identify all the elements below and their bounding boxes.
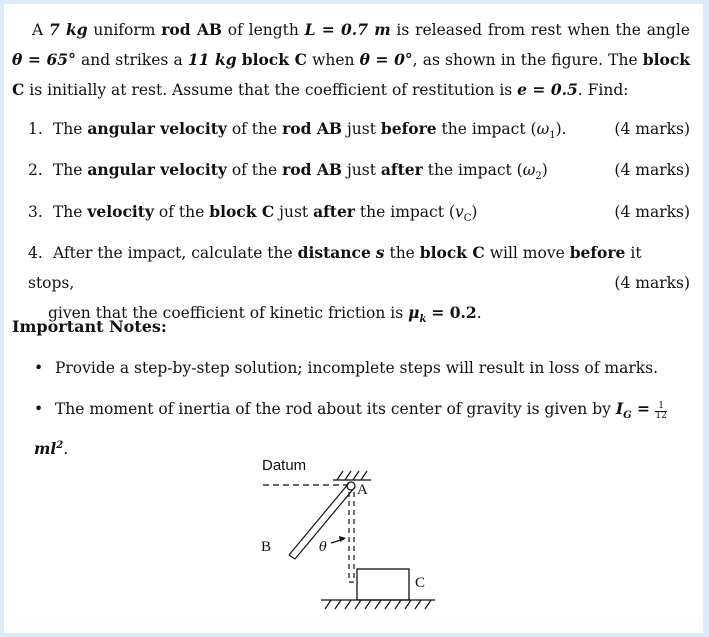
text: the impact ( [359, 203, 455, 221]
document-page [4, 4, 703, 633]
question-2 [28, 155, 690, 192]
subscript: G [623, 410, 632, 422]
subscript: k [419, 314, 427, 326]
text: is released from rest when the angle [396, 21, 690, 39]
text: The [52, 161, 83, 179]
text: just [279, 203, 309, 221]
equals: = [631, 399, 656, 418]
rod-vertical-position [349, 492, 354, 582]
label-b: B [261, 539, 272, 555]
text: The [52, 120, 83, 138]
text: ) [541, 161, 548, 179]
keyword: before [380, 119, 437, 138]
question-number: 4. [28, 244, 43, 262]
text: the [389, 244, 415, 262]
keyword: before [569, 243, 626, 262]
text: just [346, 161, 376, 179]
text: A [32, 21, 44, 39]
subscript: C [463, 213, 472, 225]
friction-value: = 0.2 [431, 303, 477, 322]
subscript: 2 [535, 171, 542, 183]
block-c-label: block C [12, 50, 691, 99]
theta-label: θ [319, 540, 327, 555]
rod-ab-label: rod AB [161, 20, 222, 39]
question-number: 1. [28, 120, 43, 138]
text: ) [471, 203, 478, 221]
ceiling-hatch [333, 471, 371, 480]
bullet-icon: • [34, 359, 44, 377]
marks-label: (4 marks) [614, 161, 690, 179]
arrow-icon [339, 536, 346, 542]
text: and strikes a [80, 51, 183, 69]
symbol: I [615, 399, 624, 418]
text: is initially at rest. Assume that the coefficient of restitution is [29, 81, 513, 99]
question-3 [28, 197, 690, 234]
impact-angle: θ = 0° [359, 50, 413, 69]
keyword: angular velocity [87, 160, 227, 179]
text: ). [555, 120, 567, 138]
symbol: ω [522, 161, 536, 179]
text: uniform [93, 21, 156, 39]
marks-label: (4 marks) [614, 203, 690, 221]
text: of length [227, 21, 299, 39]
rod-length: L = 0.7 m [304, 20, 391, 39]
block-c [357, 569, 409, 600]
rod-block-figure [249, 454, 449, 624]
text: of the [231, 120, 278, 138]
question-number: 2. [28, 161, 43, 179]
text: . [476, 304, 482, 322]
fraction [655, 402, 666, 421]
label-c: C [415, 575, 426, 591]
initial-angle: θ = 65° [12, 50, 76, 69]
problem-statement [12, 15, 690, 105]
bullet-icon: • [34, 400, 44, 418]
text: . [63, 440, 69, 459]
numerator: 1 [655, 402, 666, 412]
text: of the [231, 161, 278, 179]
keyword: rod AB [282, 119, 343, 138]
text: the impact ( [441, 120, 537, 138]
block-mass: 11 kg [187, 50, 237, 69]
symbol: ω [536, 120, 550, 138]
keyword: after [313, 202, 355, 221]
question-number: 3. [28, 203, 43, 221]
text: The [52, 203, 83, 221]
text: will move [489, 244, 565, 262]
rod-mass: 7 kg [48, 20, 88, 39]
text: . Find: [577, 81, 629, 99]
marks-label: (4 marks) [614, 274, 690, 292]
marks-label: (4 marks) [614, 120, 690, 138]
subscript: 1 [549, 130, 556, 142]
text: given that the coefficient of kinetic friction is [48, 304, 404, 322]
question-1 [28, 114, 690, 151]
keyword: angular velocity [87, 119, 227, 138]
symbol: s [375, 243, 385, 262]
keyword: block C [209, 202, 275, 221]
restitution-coefficient: e = 0.5 [517, 80, 578, 99]
keyword: rod AB [282, 160, 343, 179]
text: the impact ( [427, 161, 523, 179]
note-text: Provide a step-by-step solution; incomplete steps will result in loss of marks. [54, 359, 659, 377]
ground-hatch [321, 600, 435, 609]
symbol: v [454, 203, 464, 221]
block-c-label: block C [241, 50, 307, 69]
keyword: distance [297, 243, 371, 262]
note-text: The moment of inertia of the rod about its center of gravity is given by [54, 400, 611, 418]
text: of the [158, 203, 205, 221]
notes-title: Important Notes: [12, 317, 167, 336]
text: it stops, [28, 244, 642, 292]
text: when [312, 51, 355, 69]
denominator: 12 [655, 411, 667, 421]
text: just [346, 120, 376, 138]
datum-label: Datum [262, 457, 307, 474]
symbol: ml [34, 439, 57, 459]
text: After the impact, calculate the [52, 244, 293, 262]
note-1 [34, 353, 694, 383]
superscript: 2 [56, 440, 64, 452]
text: , as shown in the figure. The [412, 51, 638, 69]
keyword: velocity [87, 202, 154, 221]
symbol: μ [408, 303, 420, 322]
label-a: A [357, 482, 368, 498]
keyword: block C [419, 243, 485, 262]
keyword: after [380, 160, 423, 179]
